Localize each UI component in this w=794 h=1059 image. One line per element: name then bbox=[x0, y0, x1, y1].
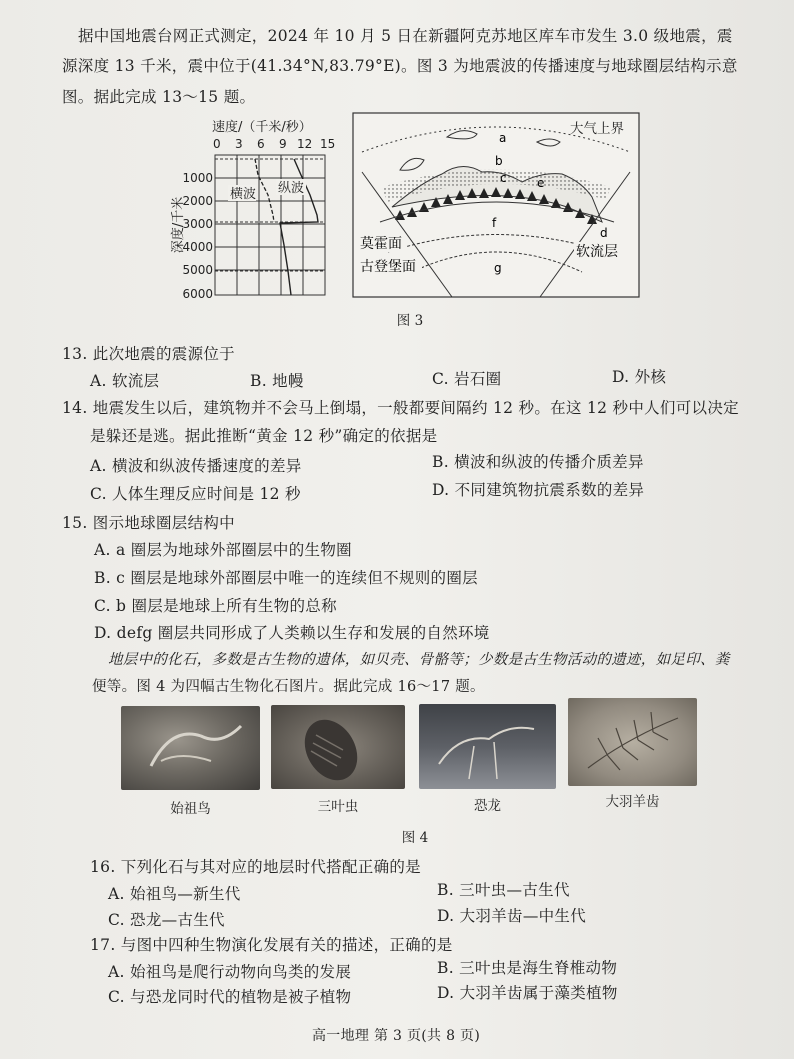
gigantopteris-photo bbox=[568, 698, 697, 786]
q17-stem: 17. 与图中四种生物演化发展有关的描述，正确的是 bbox=[90, 936, 453, 954]
ytick-5000: 5000 bbox=[182, 263, 213, 277]
label-d: d bbox=[600, 226, 608, 240]
q13-option-b[interactable]: B. 地幔 bbox=[250, 372, 304, 390]
q13-option-d[interactable]: D. 外核 bbox=[612, 368, 667, 386]
ytick-1000: 1000 bbox=[182, 171, 213, 185]
q15-option-b[interactable]: B. c 圈层是地球外部圈层中唯一的连续但不规则的圈层 bbox=[94, 569, 478, 587]
q13-option-a[interactable]: A. 软流层 bbox=[90, 372, 160, 390]
p-wave-label: 纵波 bbox=[278, 181, 305, 196]
graph-speed-label: 速度/（千米/秒） bbox=[212, 120, 312, 135]
xtick-15: 15 bbox=[320, 137, 336, 151]
q13-stem: 13. 此次地震的震源位于 bbox=[62, 345, 235, 363]
q16-stem: 16. 下列化石与其对应的地层时代搭配正确的是 bbox=[90, 858, 421, 876]
q16-option-c[interactable]: C. 恐龙—古生代 bbox=[108, 911, 225, 929]
q14-stem-2: 是躲还是逃。据此推断“黄金 12 秒”确定的依据是 bbox=[90, 427, 438, 445]
label-b: b bbox=[495, 154, 503, 168]
photo-label-trilobite: 三叶虫 bbox=[317, 799, 359, 815]
label-a: a bbox=[499, 131, 507, 145]
figure-3-caption: 图 3 bbox=[396, 313, 424, 329]
q17-option-a[interactable]: A. 始祖鸟是爬行动物向鸟类的发展 bbox=[108, 963, 352, 981]
intro2-line-1: 地层中的化石，多数是古生物的遗体，如贝壳、骨骼等；少数是古生物活动的遗迹，如足印、粪 bbox=[108, 652, 730, 668]
moho-label: 莫霍面 bbox=[360, 236, 402, 252]
gutenberg-label: 古登堡面 bbox=[360, 259, 416, 275]
q14-option-c[interactable]: C. 人体生理反应时间是 12 秒 bbox=[90, 485, 301, 503]
q14-option-d[interactable]: D. 不同建筑物抗震系数的差异 bbox=[432, 481, 645, 499]
xtick-3: 3 bbox=[235, 137, 243, 151]
q15-option-a[interactable]: A. a 圈层为地球外部圈层中的生物圈 bbox=[94, 541, 352, 559]
xtick-0: 0 bbox=[213, 137, 221, 151]
ytick-6000: 6000 bbox=[182, 287, 213, 301]
intro-line-1: 据中国地震台网正式测定，2024 年 10 月 5 日在新疆阿克苏地区库车市发生 3.0 级地震，震 bbox=[78, 27, 733, 45]
q16-option-a[interactable]: A. 始祖鸟—新生代 bbox=[108, 885, 241, 903]
ytick-4000: 4000 bbox=[182, 240, 213, 254]
ytick-3000: 3000 bbox=[182, 217, 213, 231]
photo-label-dinosaur: 恐龙 bbox=[474, 798, 501, 814]
intro-line-3: 图。据此完成 13～15 题。 bbox=[62, 88, 256, 106]
xtick-9: 9 bbox=[279, 137, 287, 151]
xtick-12: 12 bbox=[297, 137, 313, 151]
q15-option-d[interactable]: D. defg 圈层共同形成了人类赖以生存和发展的自然环境 bbox=[94, 624, 490, 642]
xtick-6: 6 bbox=[257, 137, 265, 151]
ytick-2000: 2000 bbox=[182, 194, 213, 208]
s-wave-label: 横波 bbox=[230, 187, 257, 202]
s-wave-curve bbox=[255, 159, 274, 222]
asthenosphere-label: 软流层 bbox=[576, 244, 618, 260]
archaeopteryx-photo bbox=[121, 706, 260, 790]
earth-sphere-diagram bbox=[352, 112, 640, 298]
q17-option-b[interactable]: B. 三叶虫是海生脊椎动物 bbox=[437, 959, 618, 977]
figure-4-caption: 图 4 bbox=[401, 830, 429, 846]
q15-stem: 15. 图示地球圈层结构中 bbox=[62, 514, 235, 532]
trilobite-photo bbox=[271, 705, 405, 789]
q17-option-c[interactable]: C. 与恐龙同时代的植物是被子植物 bbox=[108, 988, 352, 1006]
intro-line-2: 源深度 13 千米，震中位于(41.34°N,83.79°E)。图 3 为地震波的传播速度与地球圈层结构示意 bbox=[62, 57, 738, 75]
atmosphere-top-label: 大气上界 bbox=[570, 121, 624, 137]
q14-option-b[interactable]: B. 横波和纵波的传播介质差异 bbox=[432, 453, 644, 471]
q13-option-c[interactable]: C. 岩石圈 bbox=[432, 370, 502, 388]
label-e: e bbox=[537, 176, 545, 190]
q15-option-c[interactable]: C. b 圈层是地球上所有生物的总称 bbox=[94, 597, 337, 615]
label-c: c bbox=[500, 171, 507, 185]
q14-stem-1: 14. 地震发生以后，建筑物并不会马上倒塌，一般都要间隔约 12 秒。在这 12 秒中人们可以决定 bbox=[62, 399, 739, 417]
q17-option-d[interactable]: D. 大羽羊齿属于藻类植物 bbox=[437, 984, 618, 1002]
photo-label-gigantopteris: 大羽羊齿 bbox=[605, 794, 660, 810]
intro2-line-2: 便等。图 4 为四幅古生物化石图片。据此完成 16～17 题。 bbox=[92, 679, 485, 695]
depth-axis-label: 深度/千米 bbox=[171, 196, 186, 254]
q14-option-a[interactable]: A. 横波和纵波传播速度的差异 bbox=[90, 457, 302, 475]
label-f: f bbox=[492, 216, 497, 230]
q16-option-b[interactable]: B. 三叶虫—古生代 bbox=[437, 881, 570, 899]
label-g: g bbox=[494, 261, 502, 275]
page-footer: 高一地理 第 3 页(共 8 页) bbox=[312, 1028, 481, 1044]
dinosaur-photo bbox=[419, 704, 556, 789]
q16-option-d[interactable]: D. 大羽羊齿—中生代 bbox=[437, 907, 587, 925]
wave-speed-graph bbox=[160, 115, 350, 305]
photo-label-archaeopteryx: 始祖鸟 bbox=[170, 801, 211, 817]
